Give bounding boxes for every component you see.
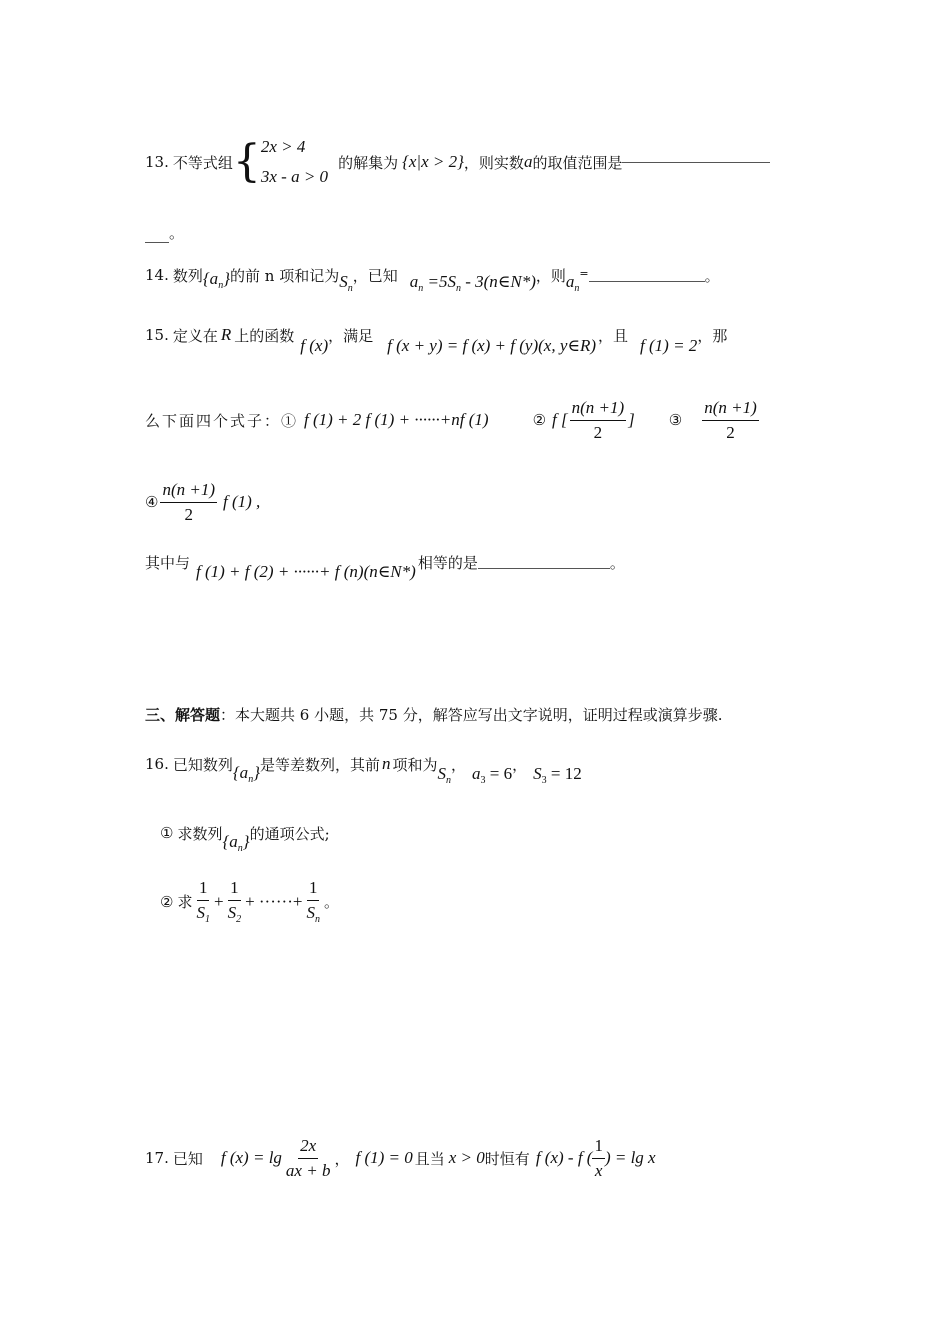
section-3-description: ：本大题共 6 小题，共 75 分，解答应写出文字说明，证明过程或演算步骤. [220,706,723,724]
reciprocal-sum: $\frac{1}{S_1}$ + $\frac{1}{S_2}$ + ······+ $\frac{1}{S_n}$ [196,878,320,925]
q14-text-3: ，已知 [352,266,398,285]
q16-comma-2: ， [512,755,528,774]
inequality-system [261,132,328,192]
q17-identity: f (x) - f ( $\frac{1}{x}$ ) = lg x [535,1136,656,1180]
option-4-label: ④ [145,493,159,512]
q16-text-3: 项和为 [392,755,438,774]
q17-text-3: 时恒有 [484,1149,530,1168]
q16-Sn: $S_n$ [437,764,452,786]
q14-text-1: 数列 [172,266,203,285]
q13-text-4: 的取值范围是 [532,153,623,172]
q15-R: R [220,325,232,344]
q16-number: 16. [145,755,169,773]
q16-text-2: 是等差数列，其前 [260,755,381,774]
q13-continuation [145,222,184,243]
q16-text-1: 已知数列 [172,755,233,774]
q16-comma: ， [451,755,467,774]
inequality-1: 2x > 4 [260,137,306,156]
q14-number: 14. [145,266,169,284]
section-3-title: 三、解答题 [145,706,221,724]
q16-line [145,742,582,786]
f1-value: f (1) = 2 [640,336,698,355]
option-3: $\frac{n(n +1)}{2}$ [704,398,757,442]
q17-line [145,1136,656,1180]
inequality-2: 3x - a > 0 [260,167,329,186]
q15-text-5: ，那 [697,326,728,345]
q14-line [145,256,720,294]
option-3-label: ③ [668,411,683,430]
option-1: f (1) + 2 f (1) + ······+nf (1) [304,410,489,430]
q13-line [145,132,770,192]
q15-text-4: ，且 [598,326,629,345]
option-4: $\frac{n(n +1)}{2}$ f (1) , [162,480,261,524]
q17-function: f (x) = lg $\frac{2x}{ax + b}$ [220,1136,331,1180]
sequence-an: $\{a_n\}$ [202,269,230,291]
q16-part-1-text-2: 的通项公式; [249,824,330,843]
q13-tail: 。 [169,224,185,242]
an-target: $a_n$ [565,272,580,294]
functional-equation: f (x + y) = f (x) + f (y)(x, y∈R) [387,336,597,355]
q16-part-1-label: ① [160,824,174,842]
q14-tail: 。 [704,266,720,285]
q17-comma: ， [334,1149,350,1168]
q16-sequence: $\{a_n\}$ [232,763,260,785]
q15-line-2 [145,398,761,442]
q14-eq: = [579,266,589,280]
q16-a3: $a_3 = 6$ [472,764,513,786]
q17-f1: f (1) = 0 [355,1148,413,1168]
q14-text-2: 的前 n 项和记为 [230,266,340,285]
answer-blank-13[interactable] [622,161,770,163]
answer-blank-15[interactable] [478,567,610,569]
q16-S3: $S_3 = 12$ [533,764,582,786]
q13-var: a [523,152,533,171]
option-2-label: ② [532,411,547,430]
q16-part-1-text-1: 求数列 [177,824,223,843]
q13-text-3: ，则实数 [463,153,524,172]
q15-line-4 [145,542,625,582]
system-brace: { [232,136,261,187]
q15-text-3: ，满足 [328,326,374,345]
solution-set: {x|x > 2} [402,152,464,171]
answer-blank-14[interactable] [589,280,705,282]
recurrence-formula: $a_n =5S_n$ - 3(n∈N*) [409,272,536,294]
q16-part-1 [160,812,330,854]
q16-part-2-text: 求 [177,893,193,912]
q15-fx: f (x) [300,336,329,355]
q15-text-7: 相等的是 [417,553,478,572]
q14-text-4: ，则 [535,266,566,285]
q15-options-intro: 么下面四个式子：① [145,411,299,430]
section-3-heading [145,704,723,725]
q16-part-2-label: ② [160,892,174,911]
q13-text-2: 的解集为 [338,153,399,172]
q17-condition: x > 0 [448,1148,485,1168]
q17-number: 17. [145,1149,169,1168]
q15-number: 15. [145,326,169,344]
q15-tail: 。 [609,553,625,572]
q15-text-6: 其中与 [145,553,191,572]
q16-tail: 。 [323,893,339,912]
q13-text-1: 不等式组 [172,153,233,172]
sum-Sn: $S_n$ [339,272,353,294]
q15-line-1 [145,314,727,356]
q16-part-2 [160,878,339,925]
q13-number: 13. [145,153,169,171]
q17-text-1: 已知 [172,1149,203,1168]
answer-blank-13-tail[interactable] [145,241,169,243]
q16-part-1-seq: $\{a_n\}$ [222,832,250,854]
q16-n: n [382,754,391,773]
q17-text-2: 且当 [414,1149,445,1168]
q15-text-1: 定义在 [172,326,218,345]
option-2: f [ $\frac{n(n +1)}{2}$ ] [552,398,635,442]
q15-line-3 [145,480,260,524]
sum-expression: f (1) + f (2) + ······+ f (n)(n∈N*) [196,562,416,581]
q15-text-2: 上的函数 [234,326,295,345]
